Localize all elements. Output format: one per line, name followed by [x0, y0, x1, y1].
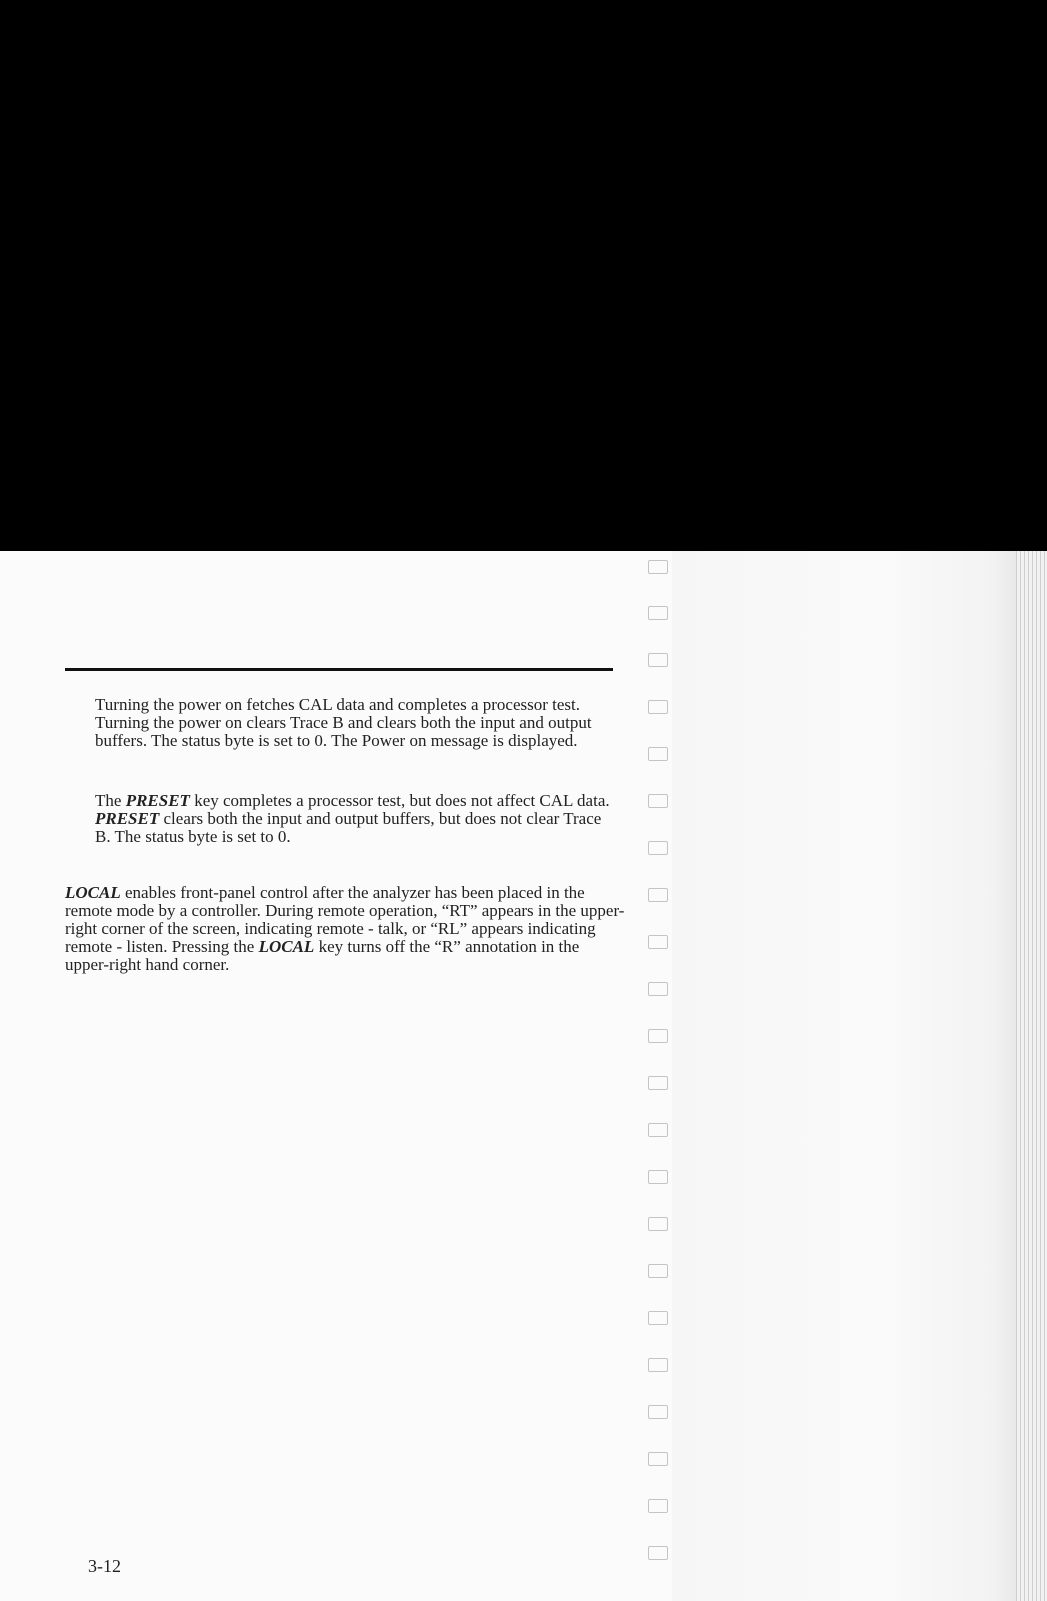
page-edge-shading: [672, 551, 1047, 1601]
binder-tab-mark: [648, 1311, 668, 1325]
binder-tab-mark: [648, 1405, 668, 1419]
section-rule: [65, 668, 613, 671]
binder-tab-mark: [648, 1170, 668, 1184]
binder-tab-mark: [648, 1076, 668, 1090]
binder-tab-mark: [648, 1452, 668, 1466]
preset-keyword: PRESET: [125, 791, 190, 810]
paragraph-power-on: [95, 696, 615, 750]
scan-black-band: [0, 0, 1047, 551]
local-keyword-second: LOCAL: [258, 937, 315, 956]
paragraph-preset: [95, 792, 615, 846]
page-number: 3-12: [88, 1556, 121, 1576]
binder-tab-mark: [648, 888, 668, 902]
binder-tab-mark: [648, 1029, 668, 1043]
paragraph-power-on-text: Turning the power on fetches CAL data and completes a processor test. Turning the power on clears Trace B and clears both the input and output buffers. The status byte is set to 0. The Power on message is displayed.: [95, 695, 592, 750]
binder-tab-mark: [648, 1358, 668, 1372]
binder-tab-mark: [648, 747, 668, 761]
binder-tab-mark: [648, 1546, 668, 1560]
binder-tab-mark: [648, 935, 668, 949]
preset-text-after: clears both the input and output buffers, but does not clear Trace B. The status byte is set to 0.: [95, 809, 602, 846]
binder-tab-mark: [648, 794, 668, 808]
binder-tab-mark: [648, 700, 668, 714]
page-edge-stack: [1016, 551, 1047, 1601]
local-keyword: LOCAL: [65, 883, 121, 902]
binder-tab-mark: [648, 1264, 668, 1278]
preset-text-before: The: [95, 791, 126, 810]
binder-tab-mark: [648, 841, 668, 855]
binder-tab-mark: [648, 1217, 668, 1231]
binder-tab-mark: [648, 1123, 668, 1137]
binder-tab-column: [648, 560, 672, 1601]
local-text-after: key turns off the “R” annotation in the upper-right hand corner.: [65, 937, 580, 974]
binder-tab-mark: [648, 653, 668, 667]
preset-text-middle: key completes a processor test, but does not affect CAL data.: [189, 791, 610, 810]
local-text-middle: enables front-panel control after the analyzer has been placed in the remote mode by a controller. During remote operation, “RT” appears in the upper-right corner of the screen, indicating remote - talk, or “RL” appears indicating remote - listen. Pressing the: [65, 883, 625, 956]
paragraph-local: [65, 884, 625, 974]
binder-tab-mark: [648, 606, 668, 620]
binder-tab-mark: [648, 1499, 668, 1513]
binder-tab-mark: [648, 982, 668, 996]
binder-tab-mark: [648, 560, 668, 574]
preset-keyword-second: PRESET: [95, 809, 160, 828]
